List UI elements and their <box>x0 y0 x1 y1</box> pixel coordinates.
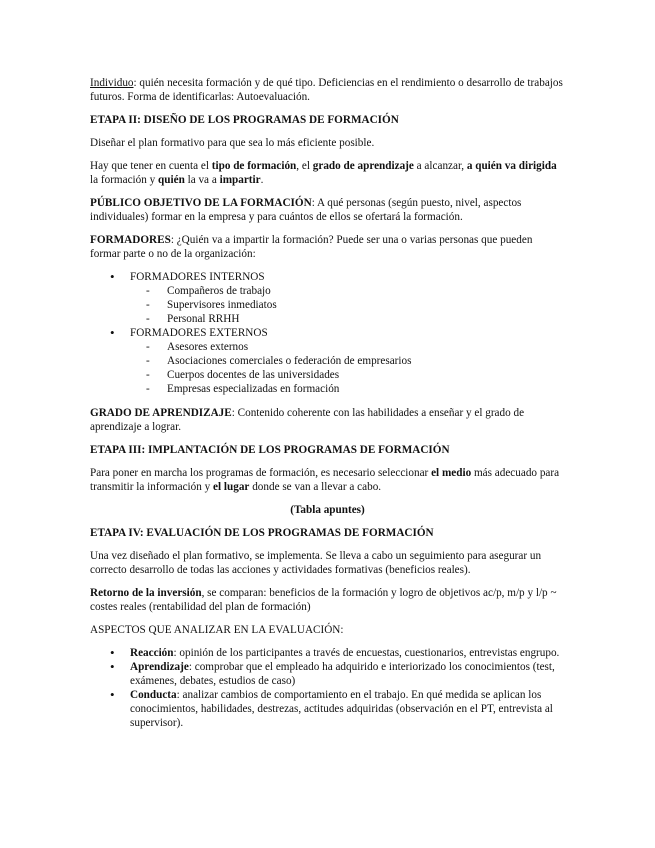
paragraph-formadores: FORMADORES: ¿Quién va a impartir la formación? Puede ser una o varias personas que pueden formar parte o no de la organización: <box>90 234 533 260</box>
list-item: • Reacción: opinión de los participantes a través de encuestas, cuestionarios, entrevistas engrupo. <box>90 646 565 660</box>
paragraph-tener-en-cuenta: Hay que tener en cuenta el tipo de formación, el grado de aprendizaje a alcanzar, a quién va dirigida la formación y quién la va a impartir. <box>90 160 557 186</box>
aspectos-title: ASPECTOS QUE ANALIZAR EN LA EVALUACIÓN: <box>90 624 344 636</box>
term-individuo: Individuo <box>90 77 134 89</box>
list-item: - Asociaciones comerciales o federación de empresarios <box>130 354 565 368</box>
paragraph-implantacion: Para poner en marcha los programas de formación, es necesario seleccionar el medio más adecuado para transmitir la información y el lugar donde se van a llevar a cabo. <box>90 467 560 493</box>
document-page <box>90 76 565 740</box>
tabla-apuntes-note: (Tabla apuntes) <box>290 504 365 516</box>
list-item: • Aprendizaje: comprobar que el empleado ha adquirido e interiorizado los conocimientos (test, exámenes, debates, estudios de caso) <box>90 660 565 688</box>
list-item: - Personal RRHH <box>130 312 565 326</box>
list-item: • Conducta: analizar cambios de comportamiento en el trabajo. En qué medida se aplican los conocimientos, habilidades, destrezas, actitudes adquiridas (observación en el PT, entrevista al supervisor). <box>90 688 565 730</box>
list-item: - Empresas especializadas en formación <box>130 382 565 396</box>
heading-etapa-2: ETAPA II: DISEÑO DE LOS PROGRAMAS DE FORMACIÓN <box>90 114 399 126</box>
list-item: - Cuerpos docentes de las universidades <box>130 368 565 382</box>
formadores-list <box>90 270 565 396</box>
list-item: - Supervisores inmediatos <box>130 298 565 312</box>
paragraph-grado-aprendizaje: GRADO DE APRENDIZAJE: Contenido coherente con las habilidades a enseñar y el grado de aprendizaje a lograr. <box>90 407 525 433</box>
paragraph-individuo: Individuo: quién necesita formación y de qué tipo. Deficiencias en el rendimiento o desarrollo de trabajos futuros. Forma de identificarlas: Autoevaluación. <box>90 77 563 103</box>
paragraph-retorno-inversion: Retorno de la inversión, se comparan: beneficios de la formación y logro de objetivos ac/p, m/p y l/p ~ costes reales (rentabilidad del plan de formación) <box>90 587 557 613</box>
paragraph-disenar: Diseñar el plan formativo para que sea lo más eficiente posible. <box>90 137 375 149</box>
list-item: • FORMADORES INTERNOS - Compañeros de trabajo - Supervisores inmediatos - Personal RRHH <box>90 270 565 326</box>
list-item: - Asesores externos <box>130 340 565 354</box>
paragraph-evaluacion: Una vez diseñado el plan formativo, se implementa. Se lleva a cabo un seguimiento para asegurar un correcto desarrollo de todas las acciones y actividades formativas (beneficios reales). <box>90 550 542 576</box>
list-item: • FORMADORES EXTERNOS - Asesores externos - Asociaciones comerciales o federación de empresarios - Cuerpos docentes de las universidades - Empresas especializadas en formación <box>90 326 565 396</box>
list-item: - Compañeros de trabajo <box>130 284 565 298</box>
heading-etapa-3: ETAPA III: IMPLANTACIÓN DE LOS PROGRAMAS DE FORMACIÓN <box>90 444 450 456</box>
heading-etapa-4: ETAPA IV: EVALUACIÓN DE LOS PROGRAMAS DE FORMACIÓN <box>90 527 434 539</box>
aspectos-list <box>90 646 565 730</box>
paragraph-publico-objetivo: PÚBLICO OBJETIVO DE LA FORMACIÓN: A qué personas (según puesto, nivel, aspectos individuales) formar en la empresa y para cuántos de ellos se ofertará la formación. <box>90 197 522 223</box>
